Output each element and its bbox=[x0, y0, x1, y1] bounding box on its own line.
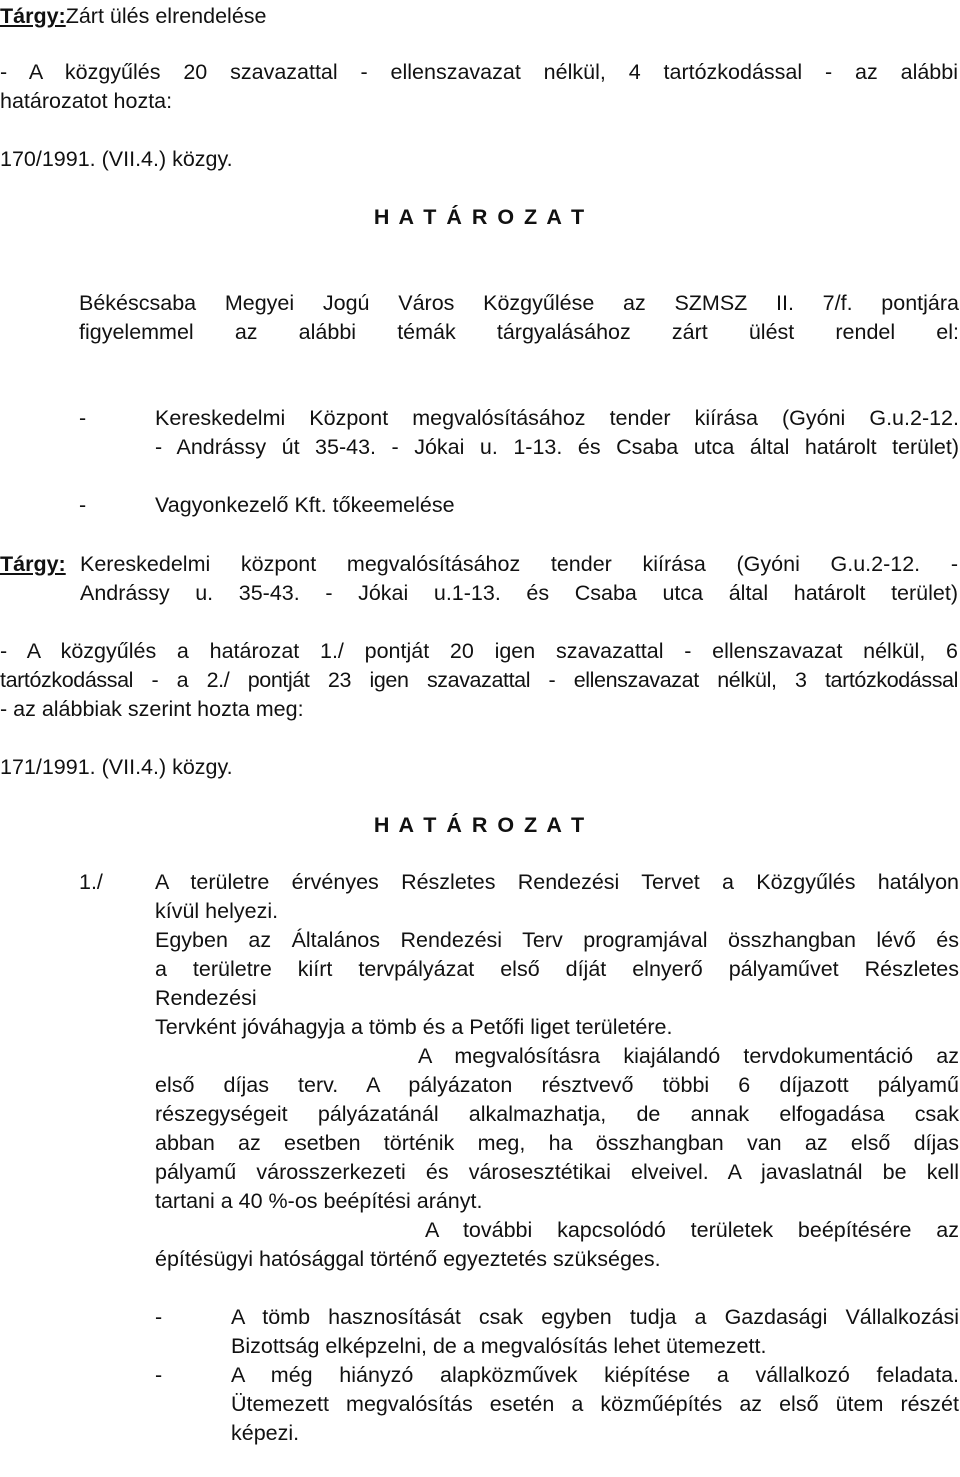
sub-item-2-line-2: Ütemezett megvalósítás esetén a közműépítés az első ütem részét bbox=[231, 1392, 959, 1416]
resolution-heading-2: H A T Á R O Z A T bbox=[373, 813, 587, 837]
subject-text-2a: Kereskedelmi központ megvalósításához tender kiírása (Gyóni G.u.2-12. - bbox=[80, 552, 958, 576]
sub-item-dash-2: - bbox=[155, 1363, 163, 1387]
point-line-11: pályamű városszerkezeti és városesztétikai elveivel. A javaslatnál be kell bbox=[155, 1160, 959, 1184]
resolution-number-1: 170/1991. (VII.4.) közgy. bbox=[0, 147, 233, 171]
item-1-line-2: - Andrássy út 35-43. - Jókai u. 1-13. és Csaba utca által határolt terület) bbox=[155, 435, 959, 459]
point-number-1: 1./ bbox=[79, 870, 103, 894]
point-line-1: A területre érvényes Részletes Rendezési Tervet a Közgyűlés hatályon bbox=[155, 870, 959, 894]
item-dash-1: - bbox=[79, 406, 87, 430]
point-line-12: tartani a 40 %-os beépítési arányt. bbox=[155, 1189, 483, 1213]
sub-item-2-line-3: képezi. bbox=[231, 1421, 300, 1445]
point-line-13: A további kapcsolódó területek beépítésére az bbox=[425, 1218, 959, 1242]
point-line-4: a területre kiírt tervpályázat első díját elnyerő pályaművet Részletes bbox=[155, 957, 959, 981]
subject-text: Zárt ülés elrendelése bbox=[65, 4, 267, 28]
point-line-8: első díjas terv. A pályázaton résztvevő többi 6 díjazott pályamű bbox=[155, 1073, 959, 1097]
item-dash-2: - bbox=[79, 493, 87, 517]
vote-text-1a: - A közgyűlés 20 szavazattal - ellenszavazat nélkül, 4 tartózkodással - az alábbi bbox=[0, 60, 958, 84]
subject-text-2b: Andrássy u. 35-43. - Jókai u.1-13. és Csaba utca által határolt terület) bbox=[80, 581, 958, 605]
point-line-5: Rendezési bbox=[155, 986, 257, 1010]
vote-text-2a: - A közgyűlés a határozat 1./ pontját 20 igen szavazattal - ellenszavazat nélkül, 6 bbox=[0, 639, 958, 663]
item-2-line-1: Vagyonkezelő Kft. tőkeemelése bbox=[155, 493, 455, 517]
point-line-10: abban az esetben történik meg, ha összhangban van az első díjas bbox=[155, 1131, 959, 1155]
subject-label: Tárgy: bbox=[0, 4, 66, 28]
point-line-14: építésügyi hatósággal történő egyeztetés szükséges. bbox=[155, 1247, 661, 1271]
item-1-line-1: Kereskedelmi Központ megvalósításához tender kiírása (Gyóni G.u.2-12. bbox=[155, 406, 959, 430]
point-line-9: részegységeit pályázatánál alkalmazhatja, de annak elfogadása csak bbox=[155, 1102, 959, 1126]
sub-item-1-line-1: A tömb hasznosítását csak egyben tudja a Gazdasági Vállalkozási bbox=[231, 1305, 959, 1329]
vote-text-2c: - az alábbiak szerint hozta meg: bbox=[0, 697, 304, 721]
resolution-body-1a: Békéscsaba Megyei Jogú Város Közgyűlése az SZMSZ II. 7/f. pontjára bbox=[79, 291, 959, 315]
resolution-body-1b: figyelemmel az alábbi témák tárgyalásához zárt ülést rendel el: bbox=[79, 320, 959, 344]
subject-line-1 bbox=[0, 2, 267, 31]
resolution-heading-1: H A T Á R O Z A T bbox=[373, 205, 587, 229]
sub-item-2-line-1: A még hiányzó alapközművek kiépítése a vállalkozó feladata. bbox=[231, 1363, 959, 1387]
point-line-2: kívül helyezi. bbox=[155, 899, 279, 923]
subject-label-2: Tárgy: bbox=[0, 552, 66, 576]
sub-item-dash-1: - bbox=[155, 1305, 163, 1329]
point-line-7: A megvalósításra kiajálandó tervdokumentáció az bbox=[418, 1044, 959, 1068]
vote-text-2b: tartózkodással - a 2./ pontját 23 igen szavazattal - ellenszavazat nélkül, 3 tartózkodással bbox=[0, 668, 958, 692]
sub-item-1-line-2: Bizottság elképzelni, de a megvalósítás lehet ütemezett. bbox=[231, 1334, 767, 1358]
vote-text-1b: határozatot hozta: bbox=[0, 89, 173, 113]
point-line-3: Egyben az Általános Rendezési Terv programjával összhangban lévő és bbox=[155, 928, 959, 952]
resolution-number-2: 171/1991. (VII.4.) közgy. bbox=[0, 755, 233, 779]
point-line-6: Tervként jóváhagyja a tömb és a Petőfi liget területére. bbox=[155, 1015, 673, 1039]
